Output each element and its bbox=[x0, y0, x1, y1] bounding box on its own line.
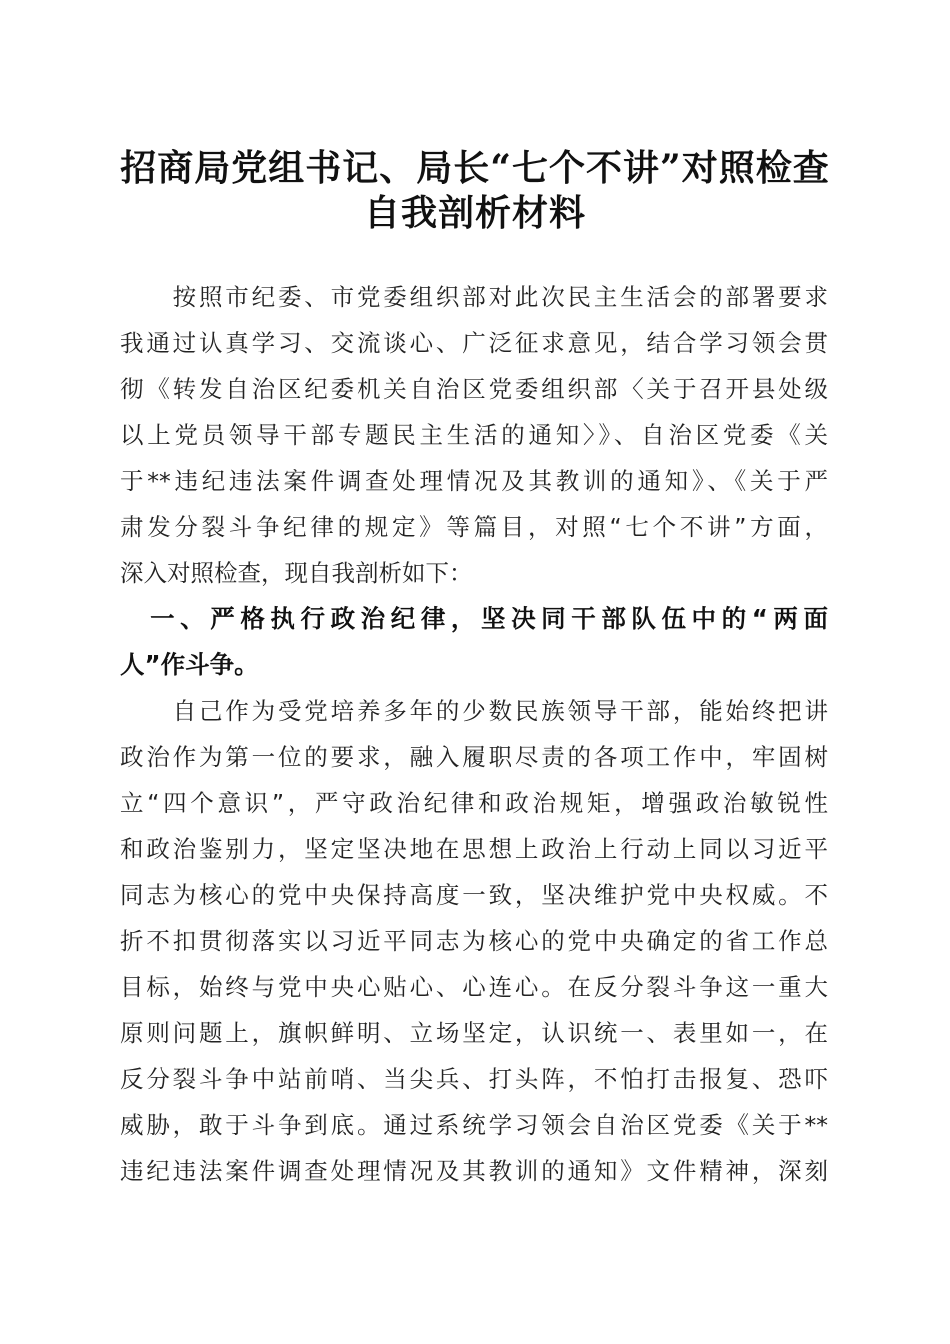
body-line: 违纪违法案件调查处理情况及其教训的通知》文件精神，深刻 bbox=[120, 1157, 828, 1185]
body-line: 目标，始终与党中央心贴心、心连心。在反分裂斗争这一重大 bbox=[120, 973, 828, 1001]
body-line: 于**违纪违法案件调查处理情况及其教训的通知》、《关于严 bbox=[120, 467, 828, 495]
body-line: 肃发分裂斗争纪律的规定》等篇目，对照“七个不讲”方面， bbox=[120, 513, 828, 541]
body-line: 按照市纪委、市党委组织部对此次民主生活会的部署要求 bbox=[120, 283, 828, 311]
body-line: 深入对照检查，现自我剖析如下： bbox=[120, 559, 473, 587]
body-line: 折不扣贯彻落实以习近平同志为核心的党中央确定的省工作总 bbox=[120, 927, 828, 955]
body-line: 威胁，敢于斗争到底。通过系统学习领会自治区党委《关于** bbox=[120, 1111, 828, 1139]
body-line: 政治作为第一位的要求，融入履职尽责的各项工作中，牢固树 bbox=[120, 743, 828, 771]
body-line: 立“四个意识”，严守政治纪律和政治规矩，增强政治敏锐性 bbox=[120, 789, 828, 817]
document-title-line-1: 招商局党组书记、局长“七个不讲”对照检查 bbox=[120, 147, 830, 189]
body-line: 彻《转发自治区纪委机关自治区党委组织部〈关于召开县处级 bbox=[120, 375, 828, 403]
body-line: 自己作为受党培养多年的少数民族领导干部，能始终把讲 bbox=[120, 697, 828, 725]
body-line: 同志为核心的党中央保持高度一致，坚决维护党中央权威。不 bbox=[120, 881, 828, 909]
section-heading-line: 人”作斗争。 bbox=[120, 650, 259, 679]
body-line: 原则问题上，旗帜鲜明、立场坚定，认识统一、表里如一，在 bbox=[120, 1019, 828, 1047]
section-heading-line: 一、严格执行政治纪律，坚决同干部队伍中的“两面 bbox=[120, 604, 828, 633]
document-title-line-2: 自我剖析材料 bbox=[363, 192, 586, 234]
body-line: 我通过认真学习、交流谈心、广泛征求意见，结合学习领会贯 bbox=[120, 329, 828, 357]
body-line: 反分裂斗争中站前哨、当尖兵、打头阵，不怕打击报复、恐吓 bbox=[120, 1065, 828, 1093]
body-line: 和政治鉴别力，坚定坚决地在思想上政治上行动上同以习近平 bbox=[120, 835, 828, 863]
body-line: 以上党员领导干部专题民主生活的通知〉》、自治区党委《关 bbox=[120, 421, 828, 449]
